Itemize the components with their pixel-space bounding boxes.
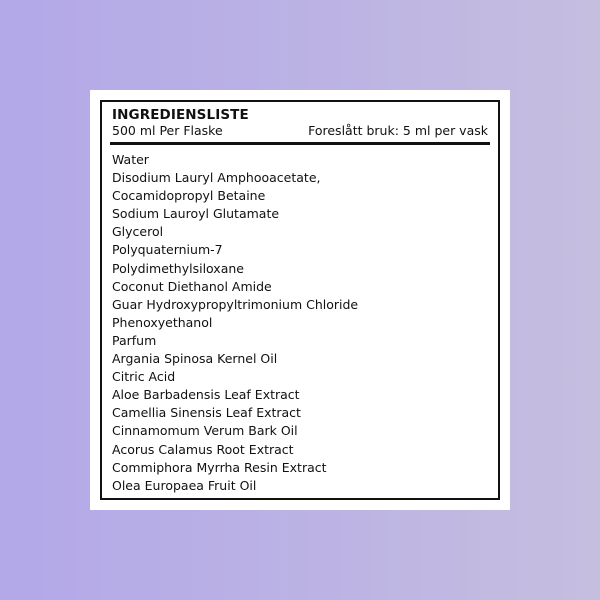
ingredient-item: Water [112, 152, 149, 167]
ingredient-item: Commiphora Myrrha Resin Extract [112, 459, 327, 475]
ingredient-item: Citric Acid [112, 369, 176, 385]
ingredient-item: Argania Spinosa Kernel Oil [112, 351, 278, 367]
volume-text: 500 ml Per Flaske [112, 123, 223, 138]
label-title: INGREDIENSLISTE [112, 107, 249, 123]
ingredient-item: Acorus Calamus Root Extract [112, 441, 294, 457]
ingredient-item: Cocamidopropyl Betaine [112, 188, 266, 204]
ingredient-item: Phenoxyethanol [112, 314, 213, 330]
ingredient-list [112, 151, 358, 495]
ingredient-item: Sodium Lauroyl Glutamate [112, 206, 280, 222]
label-frame [100, 100, 500, 500]
ingredient-item: Parfum [112, 332, 157, 348]
ingredient-item: Polydimethylsiloxane [112, 260, 244, 276]
ingredient-item: Guar Hydroxypropyltrimonium Chloride [112, 296, 359, 312]
ingredient-item: Disodium Lauryl Amphooacetate, [112, 170, 321, 186]
ingredient-item: Coconut Diethanol Amide [112, 278, 272, 294]
usage-text: Foreslått bruk: 5 ml per vask [308, 123, 488, 138]
label-meta-row [112, 123, 488, 138]
ingredient-item: Camellia Sinensis Leaf Extract [112, 405, 301, 421]
ingredient-item: Aloe Barbadensis Leaf Extract [112, 387, 300, 403]
header-divider [110, 142, 490, 145]
ingredient-item: Polyquaternium-7 [112, 242, 223, 258]
ingredient-label-card [90, 90, 510, 510]
ingredient-item: Glycerol [112, 224, 164, 240]
ingredient-item: Cinnamomum Verum Bark Oil [112, 423, 298, 439]
ingredient-item: Olea Europaea Fruit Oil [112, 477, 257, 493]
